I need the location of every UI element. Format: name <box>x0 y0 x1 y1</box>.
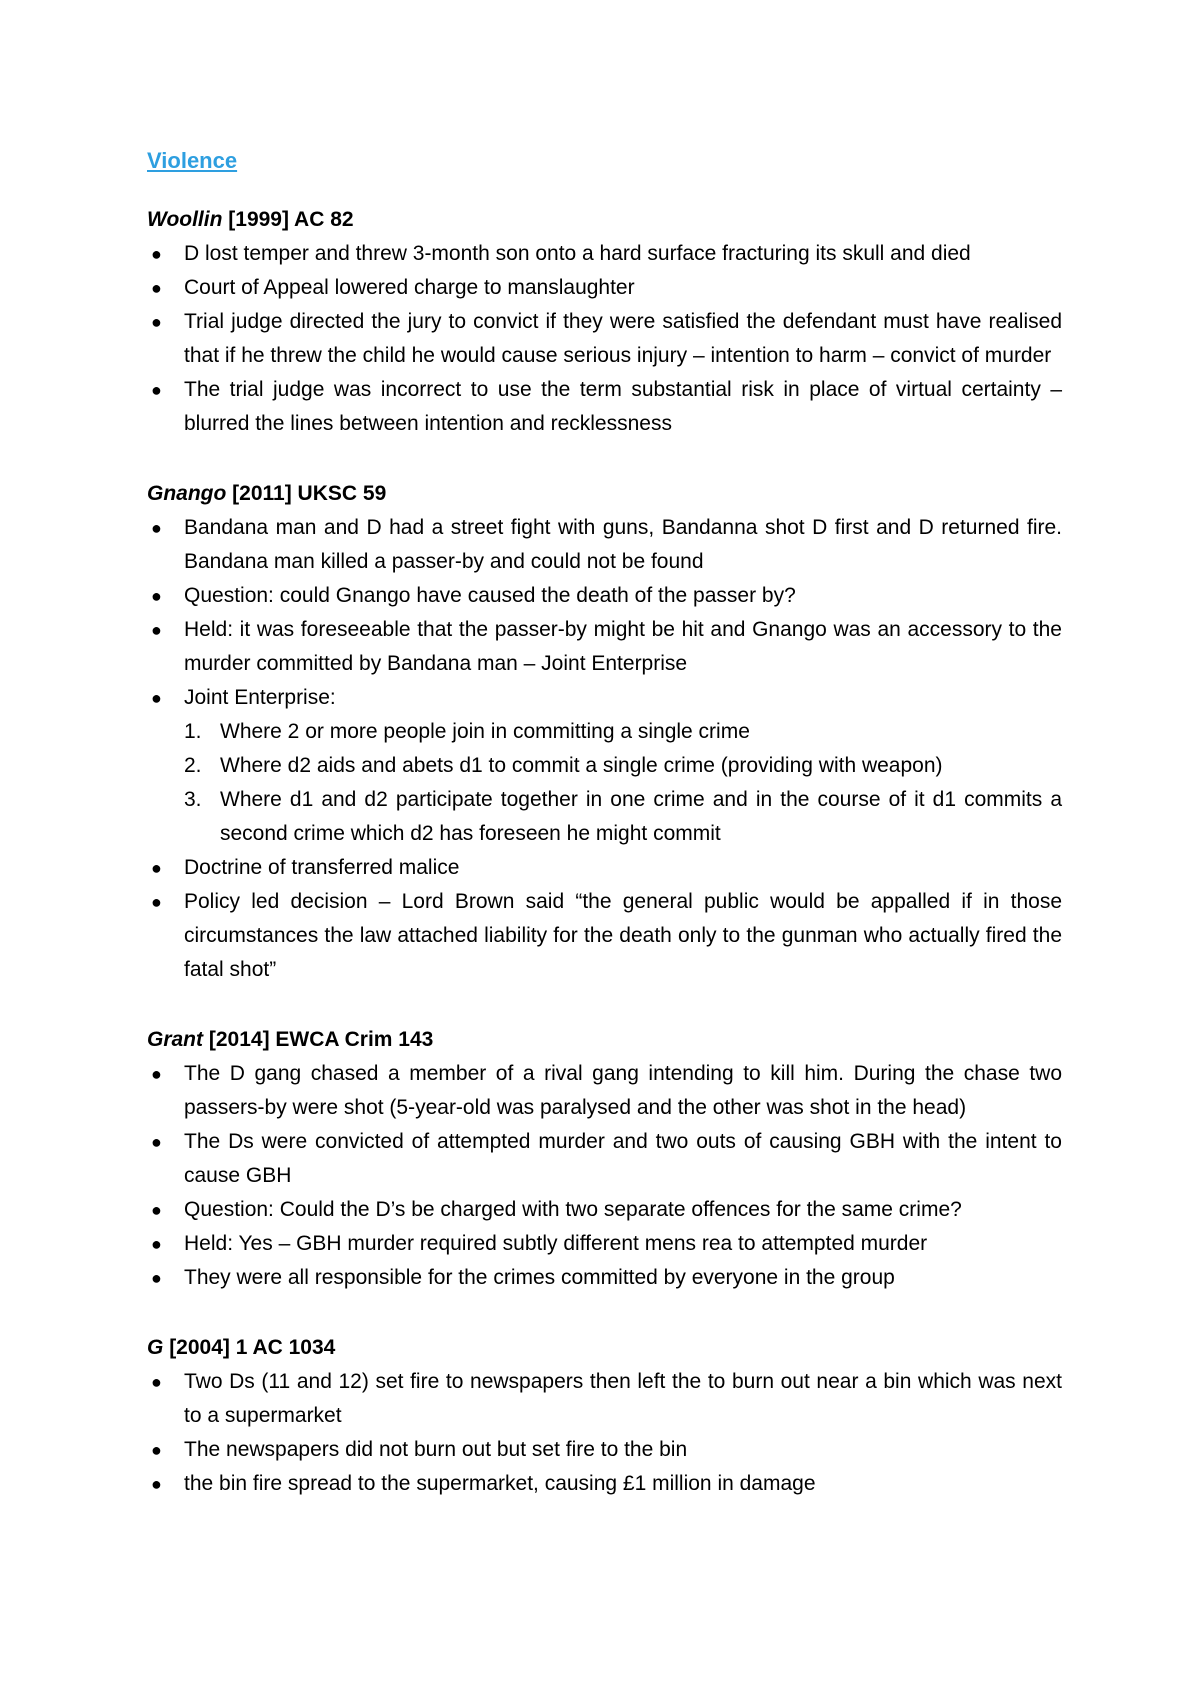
case-citation: [1999] AC 82 <box>228 208 354 231</box>
point-text: Question: Could the D’s be charged with two separate offences for the same crime? <box>184 1198 962 1221</box>
bullet-icon: ● <box>151 312 162 332</box>
point-text: The D gang chased a member of a rival gang intending to kill him. During the chase two passers-by were shot (5-year-old was paralysed and the other was shot in the head) <box>184 1062 1062 1119</box>
bullet-icon: ● <box>151 518 162 538</box>
case-name: G <box>147 1336 164 1359</box>
bullet-icon: ● <box>151 1268 162 1288</box>
point-text: The newspapers did not burn out but set fire to the bin <box>184 1438 688 1461</box>
list-item <box>147 681 1062 715</box>
numbered-item <box>147 715 1062 749</box>
point-text: They were all responsible for the crimes committed by everyone in the group <box>184 1266 895 1289</box>
case-points <box>147 511 1062 715</box>
list-item <box>147 237 1062 271</box>
case-grant <box>147 1023 1062 1295</box>
case-points <box>147 1057 1062 1295</box>
bullet-icon: ● <box>151 1234 162 1254</box>
list-item <box>147 1467 1062 1501</box>
case-name: Grant <box>147 1028 204 1051</box>
list-item <box>147 305 1062 373</box>
document-page <box>147 144 1062 1537</box>
bullet-icon: ● <box>151 1200 162 1220</box>
point-text: The trial judge was incorrect to use the term substantial risk in place of virtual certainty – blurred the lines between intention and recklessness <box>184 378 1062 435</box>
case-points <box>147 237 1062 441</box>
case-gnango <box>147 477 1062 987</box>
item-text: Where d2 aids and abets d1 to commit a single crime (providing with weapon) <box>220 754 943 777</box>
case-citation: [2014] EWCA Crim 143 <box>208 1028 434 1051</box>
bullet-icon: ● <box>151 586 162 606</box>
list-item <box>147 1125 1062 1193</box>
point-text: Joint Enterprise: <box>184 686 336 709</box>
point-text: D lost temper and threw 3-month son onto a hard surface fracturing its skull and died <box>184 242 971 265</box>
point-text: the bin fire spread to the supermarket, causing £1 million in damage <box>184 1472 816 1495</box>
bullet-icon: ● <box>151 1132 162 1152</box>
list-item <box>147 271 1062 305</box>
bullet-icon: ● <box>151 278 162 298</box>
bullet-icon: ● <box>151 1440 162 1460</box>
list-item <box>147 885 1062 987</box>
case-name: Woollin <box>147 208 223 231</box>
case-heading <box>147 1023 1062 1057</box>
list-item <box>147 511 1062 579</box>
case-g <box>147 1331 1062 1501</box>
list-item <box>147 1365 1062 1433</box>
item-text: Where d1 and d2 participate together in one crime and in the course of it d1 commits a second crime which d2 has foreseen he might commit <box>220 788 1062 845</box>
item-number: 2. <box>184 754 202 777</box>
point-text: Bandana man and D had a street fight with guns, Bandanna shot D first and D returned fire. Bandana man killed a passer-by and could not be found <box>184 516 1062 573</box>
list-item <box>147 1227 1062 1261</box>
item-number: 3. <box>184 788 202 811</box>
numbered-item <box>147 783 1062 851</box>
list-item <box>147 1433 1062 1467</box>
bullet-icon: ● <box>151 892 162 912</box>
item-number: 1. <box>184 720 202 743</box>
point-text: Trial judge directed the jury to convict if they were satisfied the defendant must have realised that if he threw the child he would cause serious injury – intention to harm – convict of murder <box>184 310 1062 367</box>
bullet-icon: ● <box>151 688 162 708</box>
item-text: Where 2 or more people join in committing a single crime <box>220 720 750 743</box>
numbered-item <box>147 749 1062 783</box>
case-woollin <box>147 203 1062 441</box>
numbered-list <box>147 715 1062 851</box>
list-item <box>147 613 1062 681</box>
case-heading <box>147 203 1062 237</box>
list-item <box>147 1057 1062 1125</box>
case-citation: [2004] 1 AC 1034 <box>169 1336 336 1359</box>
list-item <box>147 851 1062 885</box>
list-item <box>147 1193 1062 1227</box>
bullet-icon: ● <box>151 244 162 264</box>
case-heading <box>147 477 1062 511</box>
point-text: Held: it was foreseeable that the passer-by might be hit and Gnango was an accessory to the murder committed by Bandana man – Joint Enterprise <box>184 618 1062 675</box>
bullet-icon: ● <box>151 1064 162 1084</box>
case-citation: [2011] UKSC 59 <box>232 482 387 505</box>
point-text: Question: could Gnango have caused the death of the passer by? <box>184 584 796 607</box>
bullet-icon: ● <box>151 1474 162 1494</box>
bullet-icon: ● <box>151 858 162 878</box>
point-text: Court of Appeal lowered charge to manslaughter <box>184 276 635 299</box>
point-text: Policy led decision – Lord Brown said “the general public would be appalled if in those circumstances the law attached liability for the death only to the gunman who actually fired the fatal shot” <box>184 890 1062 981</box>
list-item <box>147 579 1062 613</box>
list-item <box>147 373 1062 441</box>
bullet-icon: ● <box>151 380 162 400</box>
point-text: Two Ds (11 and 12) set fire to newspapers then left the to burn out near a bin which was next to a supermarket <box>184 1370 1062 1427</box>
point-text: The Ds were convicted of attempted murder and two outs of causing GBH with the intent to cause GBH <box>184 1130 1062 1187</box>
point-text: Doctrine of transferred malice <box>184 856 460 879</box>
case-points-continued <box>147 851 1062 987</box>
point-text: Held: Yes – GBH murder required subtly different mens rea to attempted murder <box>184 1232 928 1255</box>
document-title: Violence <box>147 148 238 173</box>
bullet-icon: ● <box>151 620 162 640</box>
case-name: Gnango <box>147 482 227 505</box>
list-item <box>147 1261 1062 1295</box>
bullet-icon: ● <box>151 1372 162 1392</box>
case-points <box>147 1365 1062 1501</box>
case-heading <box>147 1331 1062 1365</box>
